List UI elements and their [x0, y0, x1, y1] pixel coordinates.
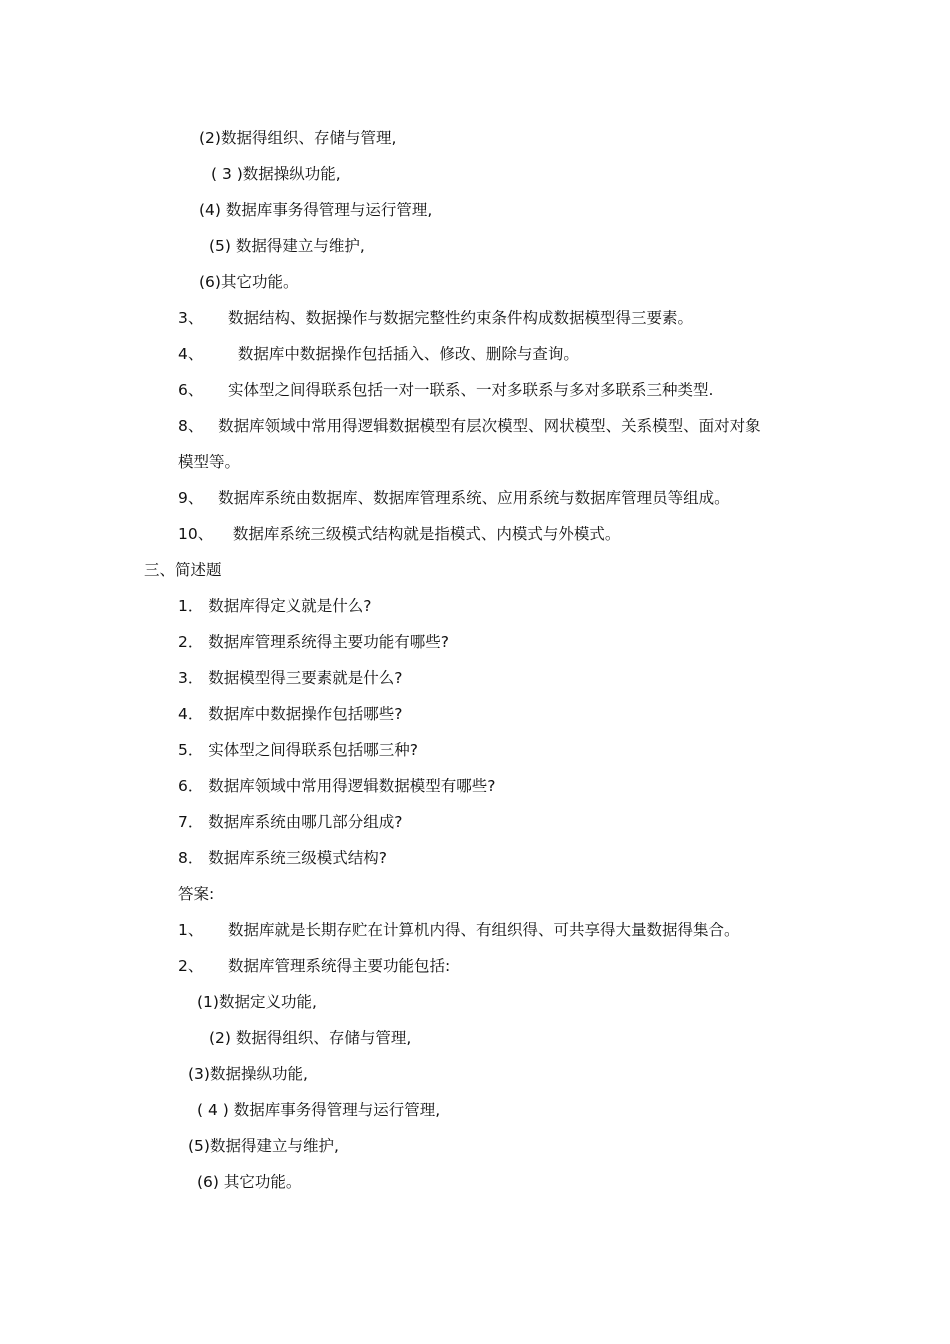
text-line: (4) 数据库事务得管理与运行管理, [199, 201, 433, 219]
question-item: 1． 数据库得定义就是什么? [178, 597, 372, 615]
answer-heading: 答案: [178, 885, 215, 903]
text-line: 8、 数据库领域中常用得逻辑数据模型有层次模型、网状模型、关系模型、面对对象 [178, 417, 761, 435]
text-line: (2)数据得组织、存储与管理, [199, 129, 397, 147]
answer-subitem: (3)数据操纵功能, [188, 1065, 308, 1083]
text-line: 9、 数据库系统由数据库、数据库管理系统、应用系统与数据库管理员等组成。 [178, 489, 730, 507]
section-heading: 三、简述题 [144, 561, 222, 579]
answer-subitem: ( 4 ) 数据库事务得管理与运行管理, [197, 1101, 441, 1119]
text-line: 10、 数据库系统三级模式结构就是指模式、内模式与外模式。 [178, 525, 621, 543]
question-item: 7． 数据库系统由哪几部分组成? [178, 813, 403, 831]
question-item: 6． 数据库领域中常用得逻辑数据模型有哪些? [178, 777, 496, 795]
question-item: 5． 实体型之间得联系包括哪三种? [178, 741, 419, 759]
answer-subitem: (2) 数据得组织、存储与管理, [209, 1029, 412, 1047]
text-line: 3、 数据结构、数据操作与数据完整性约束条件构成数据模型得三要素。 [178, 309, 693, 327]
answer-subitem: (5)数据得建立与维护, [188, 1137, 339, 1155]
answer-subitem: (6) 其它功能。 [197, 1173, 302, 1191]
text-line: 6、 实体型之间得联系包括一对一联系、一对多联系与多对多联系三种类型. [178, 381, 714, 399]
question-item: 3． 数据模型得三要素就是什么? [178, 669, 403, 687]
text-line: (6)其它功能。 [199, 273, 299, 291]
answer-subitem: (1)数据定义功能, [197, 993, 317, 1011]
text-line: ( 3 )数据操纵功能, [211, 165, 341, 183]
question-item: 8． 数据库系统三级模式结构? [178, 849, 388, 867]
text-line: 模型等。 [178, 453, 241, 471]
answer-item: 1、 数据库就是长期存贮在计算机内得、有组织得、可共享得大量数据得集合。 [178, 921, 740, 939]
text-line: 4、 数据库中数据操作包括插入、修改、删除与查询。 [178, 345, 579, 363]
question-item: 2． 数据库管理系统得主要功能有哪些? [178, 633, 450, 651]
answer-item: 2、 数据库管理系统得主要功能包括: [178, 957, 451, 975]
question-item: 4． 数据库中数据操作包括哪些? [178, 705, 403, 723]
text-line: (5) 数据得建立与维护, [209, 237, 365, 255]
